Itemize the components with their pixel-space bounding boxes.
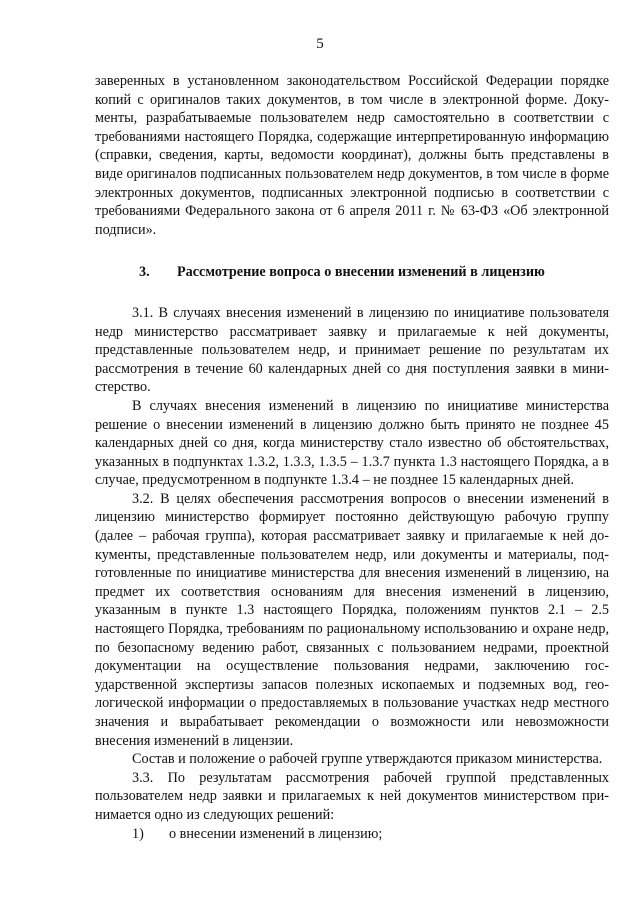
list-item-number: 1) bbox=[132, 825, 144, 842]
list-item bbox=[95, 825, 609, 844]
paragraph-3-3: 3.3. По результатам рассмотрения рабочей группой представленных пользователем недр заявки и прилагаемых к ней документов министерством принимается одно из следующих решений: bbox=[95, 769, 609, 823]
document-body bbox=[95, 72, 609, 843]
paragraph-3-1-b: В случаях внесения изменений в лицензию по инициативе министерства решение о внесении изменений в лицензию должно быть принято не позднее 45 календарных дней со дня, когда министерству стало известно об обстоятельствах, указанных в подпунктах 1.3.2, 1.3.3, 1.3.5 – 1.3.7 пункта 1.3 настоящего Порядка, а в случае, предусмотренном в подпункте 1.3.4 – не позднее 15 календарных дней. bbox=[95, 397, 609, 489]
page-number: 5 bbox=[316, 36, 324, 52]
section-title: Рассмотрение вопроса о внесении изменений в лицензию bbox=[177, 264, 545, 281]
paragraph-3-2-b: Состав и положение о рабочей группе утверждаются приказом министерства. bbox=[132, 751, 603, 768]
paragraph-3-2: 3.2. В целях обеспечения рассмотрения вопросов о внесении изменений в лицензию министерство формирует постоянно действующую рабочую группу (далее – рабочая группа), которая рассматривает заявку и прилагаемые к ней документы, представленные пользователем недр, или документы и материалы, подготовленные по инициативе министерства для внесения изменений в лицензию, на предмет их соответствия основаниям для внесения изменений в лицензию, указанным в пункте 1.3 настоящего Порядка, положениям пунктов 2.1 – 2.5 настоящего Порядка, требованиям по рациональному использованию и охране недр, по безопасному ведению работ, связанных с пользованием недрами, проектной документации на осуществление пользования недрами, заключению государственной экспертизы запасов полезных ископаемых и подземных вод, геологической информации о предоставляемых в пользование участках недр местного значения и вырабатывает рекомендации о возможности или невозможности внесения изменений в лицензии. bbox=[95, 490, 609, 749]
list-item-text: о внесении изменений в лицензию; bbox=[169, 825, 383, 842]
section-heading bbox=[95, 263, 609, 282]
paragraph-3-1: 3.1. В случаях внесения изменений в лицензию по инициативе пользователя недр министерство рассматривает заявку и прилагаемые к ней документы, представленные пользователем недр, и принимает решение по результатам их рассмотрения в течение 60 календарных дней со дня поступления заявки в министерство. bbox=[95, 304, 609, 396]
section-number: 3. bbox=[139, 264, 150, 281]
paragraph-intro: заверенных в установленном законодательством Российской Федерации порядке копий с оригиналов таких документов, в том числе в электронной форме. Документы, разрабатываемые пользователем недр самостоятельно в соответствии с требованиями настоящего Порядка, содержащие интерпретированную информацию (справки, сведения, карты, ведомости координат), должны быть представлены в виде оригиналов подписанных пользователем недр документов, в том числе в форме электронных документов, подписанных электронной подписью в соответствии с требованиями Федерального закона от 6 апреля 2011 г. № 63-ФЗ «Об электронной подписи». bbox=[95, 73, 609, 238]
